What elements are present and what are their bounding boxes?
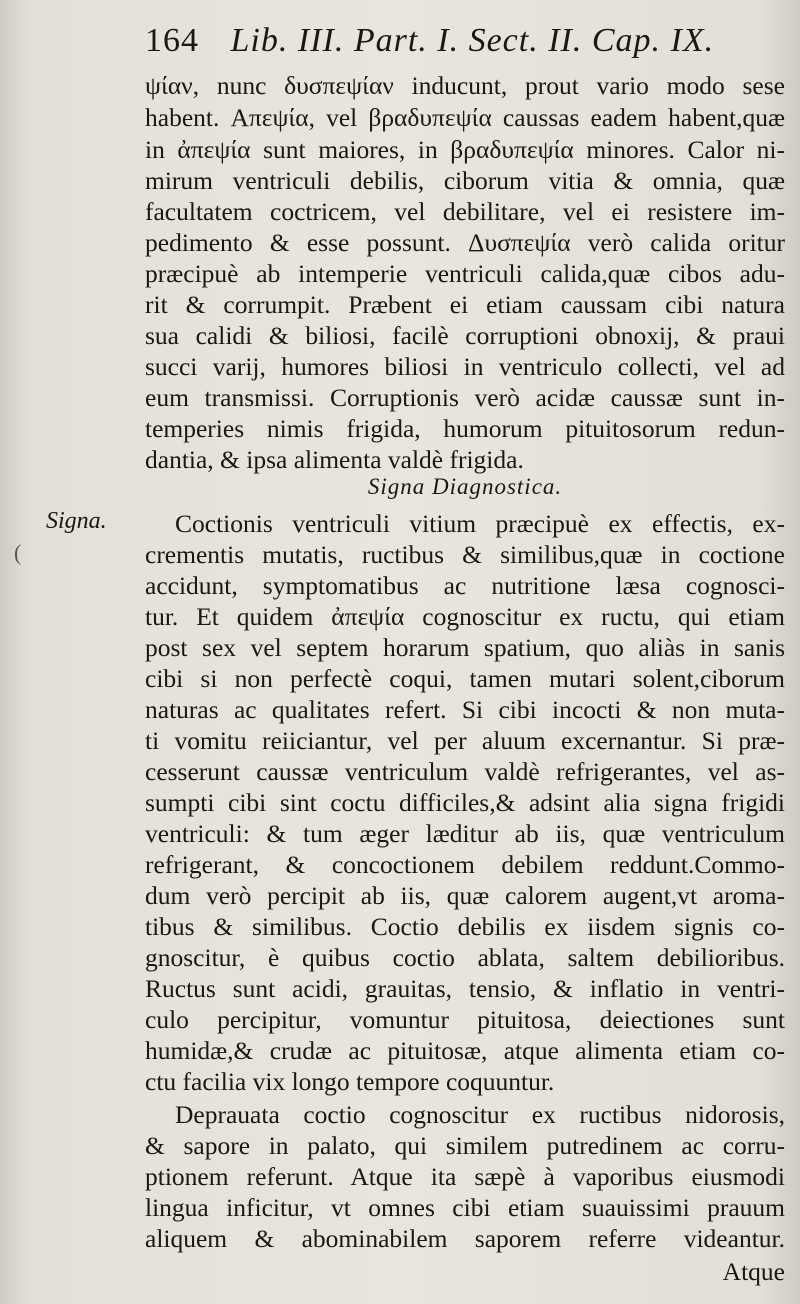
text-line: ψίαν, nunc δυσπεψίαν inducunt, prout vario modo sese bbox=[145, 71, 785, 100]
text-line: sua calidi & biliosi, facilè corruptioni obnoxij, & praui bbox=[145, 321, 785, 350]
text-line: dantia, & ipsa alimenta valdè frigida. bbox=[145, 445, 524, 474]
text-line: Deprauata coctio cognoscitur ex ructibus nidorosis, bbox=[175, 1100, 785, 1129]
text-line: sumpti cibi sint coctu difficiles,& adsint alia signa frigidi bbox=[145, 788, 785, 817]
text-line: humidæ,& crudæ ac pituitosæ, atque alimenta etiam co- bbox=[145, 1036, 785, 1065]
section-subheading: Signa Diagnostica. bbox=[367, 474, 563, 499]
text-line: gnoscitur, è quibus coctio ablata, saltem debilioribus. bbox=[145, 943, 785, 972]
text-line: in ἀπεψία sunt maiores, in βραδυπεψία minores. Calor ni- bbox=[145, 135, 785, 164]
text-line: temperies nimis frigida, humorum pituitosorum redun- bbox=[145, 414, 785, 443]
running-title: Lib. III. Part. I. Sect. II. Cap. IX. bbox=[230, 22, 715, 59]
text-line: cibi si non perfectè coqui, tamen mutari solent,ciborum bbox=[145, 664, 785, 693]
page-header bbox=[145, 22, 765, 66]
text-line: dum verò percipit ab iis, quæ calorem augent,vt aroma- bbox=[145, 881, 785, 910]
text-line: ventriculi: & tum æger læditur ab iis, quæ ventriculum bbox=[145, 819, 785, 848]
text-line: Ructus sunt acidi, grauitas, tensio, & inflatio in ventri- bbox=[145, 974, 785, 1003]
text-line: cesserunt caussæ ventriculum valdè refrigerantes, vel as- bbox=[145, 757, 785, 786]
text-line: ctu facilia vix longo tempore coquuntur. bbox=[145, 1067, 555, 1096]
text-line: lingua inficitur, vt omnes cibi etiam suauissimi prauum bbox=[145, 1193, 785, 1222]
margin-mark: ( bbox=[14, 540, 22, 565]
text-line: pedimento & esse possunt. Δυσπεψία verò calida oritur bbox=[145, 228, 785, 257]
text-line: crementis mutatis, ructibus & similibus,quæ in coctione bbox=[145, 540, 785, 569]
text-line: aliquem & abominabilem saporem referre videantur. bbox=[145, 1224, 785, 1253]
text-line: præcipuè ab intemperie ventriculi calida,quæ cibos adu- bbox=[145, 259, 785, 288]
margin-note: Signa. bbox=[46, 508, 107, 534]
text-line: & sapore in palato, qui similem putredinem ac corru- bbox=[145, 1131, 785, 1160]
text-line: facultatem coctricem, vel debilitare, vel ei resistere im- bbox=[145, 197, 785, 226]
text-line: accidunt, symptomatibus ac nutritione læsa cognosci- bbox=[145, 571, 785, 600]
text-line: tur. Et quidem ἀπεψία cognoscitur ex ructu, qui etiam bbox=[145, 602, 785, 631]
text-line: tibus & similibus. Coctio debilis ex iisdem signis co- bbox=[145, 912, 785, 941]
text-line: eum transmissi. Corruptionis verò acidæ caussæ sunt in- bbox=[145, 383, 785, 412]
text-line: naturas ac qualitates refert. Si cibi incocti & non muta- bbox=[145, 695, 785, 724]
text-line: post sex vel septem horarum spatium, quo aliàs in sanis bbox=[145, 633, 785, 662]
text-line: ti vomitu reiiciantur, vel per aluum excernantur. Si præ- bbox=[145, 726, 785, 755]
text-line: mirum ventriculi debilis, ciborum vitia & omnia, quæ bbox=[145, 166, 785, 195]
text-line: habent. Απεψία, vel βραδυπεψία caussas eadem habent,quæ bbox=[145, 103, 785, 132]
text-line: ptionem referunt. Atque ita sæpè à vaporibus eiusmodi bbox=[145, 1162, 785, 1191]
text-line: succi varij, humores biliosi in ventriculo collecti, vel ad bbox=[145, 352, 785, 381]
text-line: refrigerant, & concoctionem debilem reddunt.Commo- bbox=[145, 850, 785, 879]
page-number: 164 bbox=[145, 22, 199, 59]
text-line: rit & corrumpit. Præbent ei etiam caussam cibi natura bbox=[145, 290, 785, 319]
text-line: Coctionis ventriculi vitium præcipuè ex effectis, ex- bbox=[175, 509, 785, 538]
catchword: Atque bbox=[722, 1257, 785, 1286]
text-line: culo percipitur, vomuntur pituitosa, deiectiones sunt bbox=[145, 1005, 785, 1034]
